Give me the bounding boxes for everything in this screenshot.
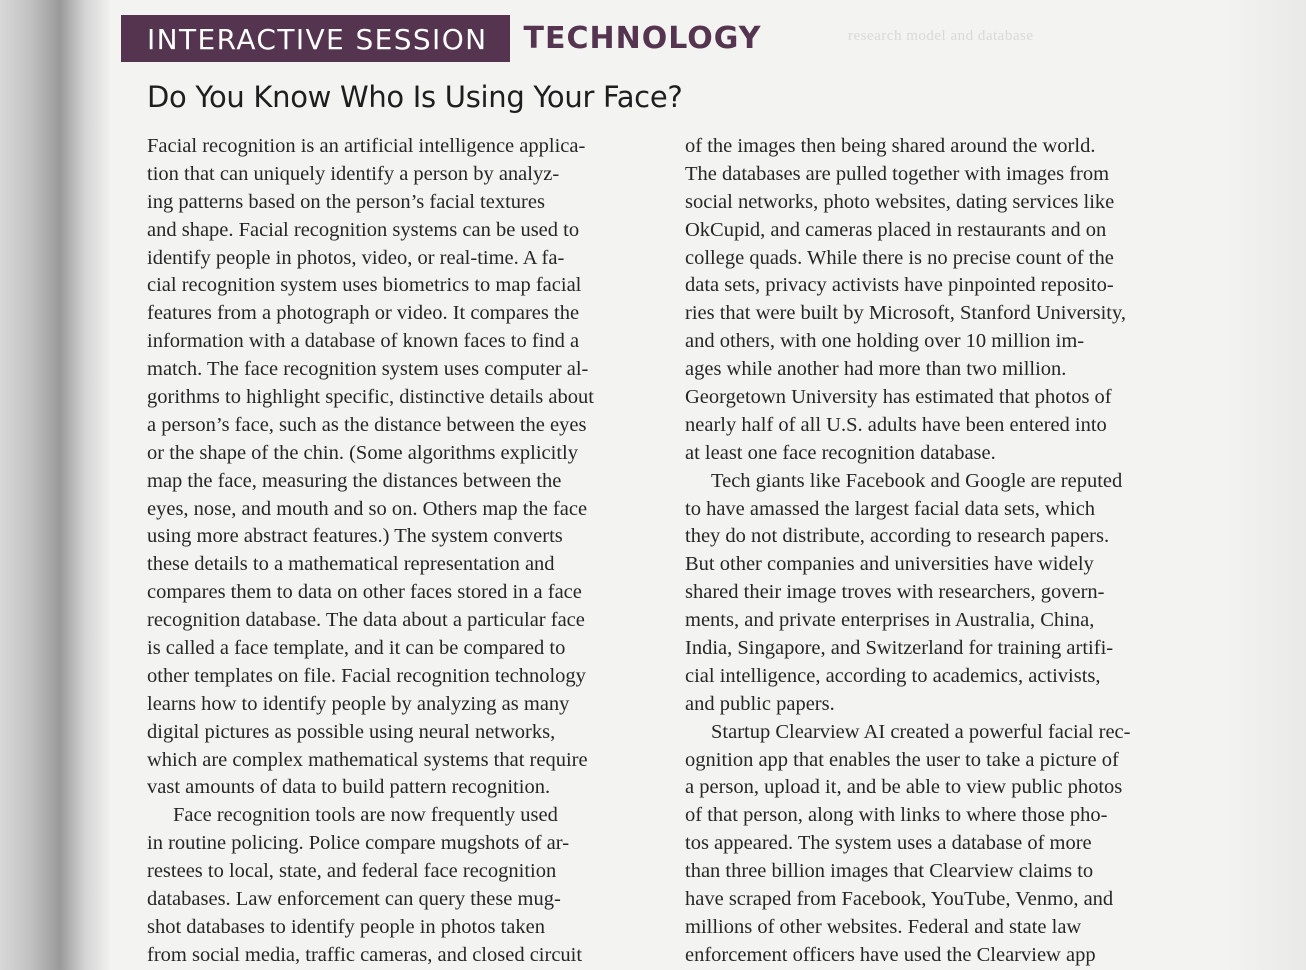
text-line: Georgetown University has estimated that photos of [685, 386, 1112, 409]
text-line: identify people in photos, video, or real-time. A fa- [147, 246, 565, 269]
text-line: ments, and private enterprises in Australia, China, [685, 609, 1095, 632]
text-line: databases. Law enforcement can query these mug- [147, 888, 561, 911]
text-line: enforcement officers have used the Clearview app [685, 943, 1096, 966]
text-line: digital pictures as possible using neural networks, [147, 720, 556, 743]
text-line: shared their image troves with researchers, govern- [685, 581, 1105, 604]
text-line: The databases are pulled together with images from [685, 162, 1110, 185]
text-line: other templates on file. Facial recognition technology [147, 664, 586, 687]
text-line: restees to local, state, and federal face recognition [147, 860, 557, 883]
text-line: data sets, privacy activists have pinpointed reposito- [685, 274, 1114, 297]
text-line: these details to a mathematical representation and [147, 553, 555, 576]
text-line: ognition app that enables the user to take a picture of [685, 748, 1119, 771]
text-line: and others, with one holding over 10 million im- [685, 330, 1085, 353]
text-line: of that person, along with links to where those pho- [685, 804, 1108, 827]
text-line: social networks, photo websites, dating services like [685, 190, 1115, 213]
text-line: features from a photograph or video. It compares the [147, 302, 580, 325]
text-line: ages while another had more than two million. [685, 358, 1067, 381]
text-line: ing patterns based on the person’s facial textures [147, 190, 545, 213]
bleed-through-text: research model and database [848, 28, 1034, 44]
text-line: eyes, nose, and mouth and so on. Others map the face [147, 497, 588, 520]
article-title: Do You Know Who Is Using Your Face? [147, 80, 683, 114]
text-line: But other companies and universities have widely [685, 553, 1094, 576]
topic-label: TECHNOLOGY [523, 21, 762, 56]
text-line: recognition database. The data about a particular face [147, 609, 585, 632]
text-line: a person, upload it, and be able to view public photos [685, 776, 1123, 799]
text-line: college quads. While there is no precise count of the [685, 246, 1114, 269]
text-line: than three billion images that Clearview claims to [685, 860, 1094, 883]
text-line: vast amounts of data to build pattern recognition. [147, 776, 551, 799]
text-line: have scraped from Facebook, YouTube, Venmo, and [685, 888, 1114, 911]
text-line: from social media, traffic cameras, and closed circuit [147, 943, 583, 966]
text-line: match. The face recognition system uses computer al- [147, 358, 589, 381]
text-line: nearly half of all U.S. adults have been entered into [685, 413, 1107, 436]
text-line: and public papers. [685, 692, 835, 715]
text-line: at least one face recognition database. [685, 441, 996, 464]
text-line: Facial recognition is an artificial intelligence applica- [147, 135, 586, 157]
text-line: OkCupid, and cameras placed in restaurants and on [685, 218, 1107, 241]
text-line: or the shape of the chin. (Some algorithms explicitly [147, 441, 578, 464]
text-line: Tech giants like Facebook and Google are reputed [711, 469, 1123, 492]
interactive-session-label: INTERACTIVE SESSION [121, 15, 510, 62]
section-header [121, 15, 761, 62]
text-line: is called a face template, and it can be compared to [147, 637, 566, 660]
text-line: shot databases to identify people in photos taken [147, 915, 545, 938]
text-line: ries that were built by Microsoft, Stanford University, [685, 302, 1127, 325]
text-line: to have amassed the largest facial data sets, which [685, 497, 1096, 520]
right-column [685, 133, 1130, 970]
text-line: Startup Clearview AI created a powerful facial rec- [711, 720, 1131, 743]
text-line: map the face, measuring the distances between the [147, 469, 562, 492]
text-line: cial recognition system uses biometrics to map facial [147, 274, 582, 297]
text-line: information with a database of known faces to find a [147, 330, 580, 353]
text-line: they do not distribute, according to research papers. [685, 525, 1110, 548]
text-line: and shape. Facial recognition systems can be used to [147, 218, 580, 241]
text-line: using more abstract features.) The system converts [147, 525, 563, 548]
scan-right-edge [1226, 0, 1306, 970]
text-line: Face recognition tools are now frequently used [173, 804, 558, 827]
left-column [147, 133, 594, 970]
text-line: tos appeared. The system uses a database of more [685, 832, 1092, 855]
text-line: tion that can uniquely identify a person by analyz- [147, 162, 560, 185]
text-line: in routine policing. Police compare mugshots of ar- [147, 832, 570, 855]
text-line: a person’s face, such as the distance between the eyes [147, 413, 587, 436]
text-line: cial intelligence, according to academics, activists, [685, 664, 1101, 687]
text-line: which are complex mathematical systems that require [147, 748, 588, 771]
text-line: millions of other websites. Federal and state law [685, 915, 1082, 938]
scan-page-gutter-shadow [0, 0, 110, 970]
text-line: of the images then being shared around the world. [685, 135, 1096, 157]
text-line: learns how to identify people by analyzing as many [147, 692, 570, 715]
text-line: gorithms to highlight specific, distinctive details about [147, 386, 594, 409]
text-line: compares them to data on other faces stored in a face [147, 581, 582, 604]
text-line: India, Singapore, and Switzerland for training artifi- [685, 637, 1114, 660]
